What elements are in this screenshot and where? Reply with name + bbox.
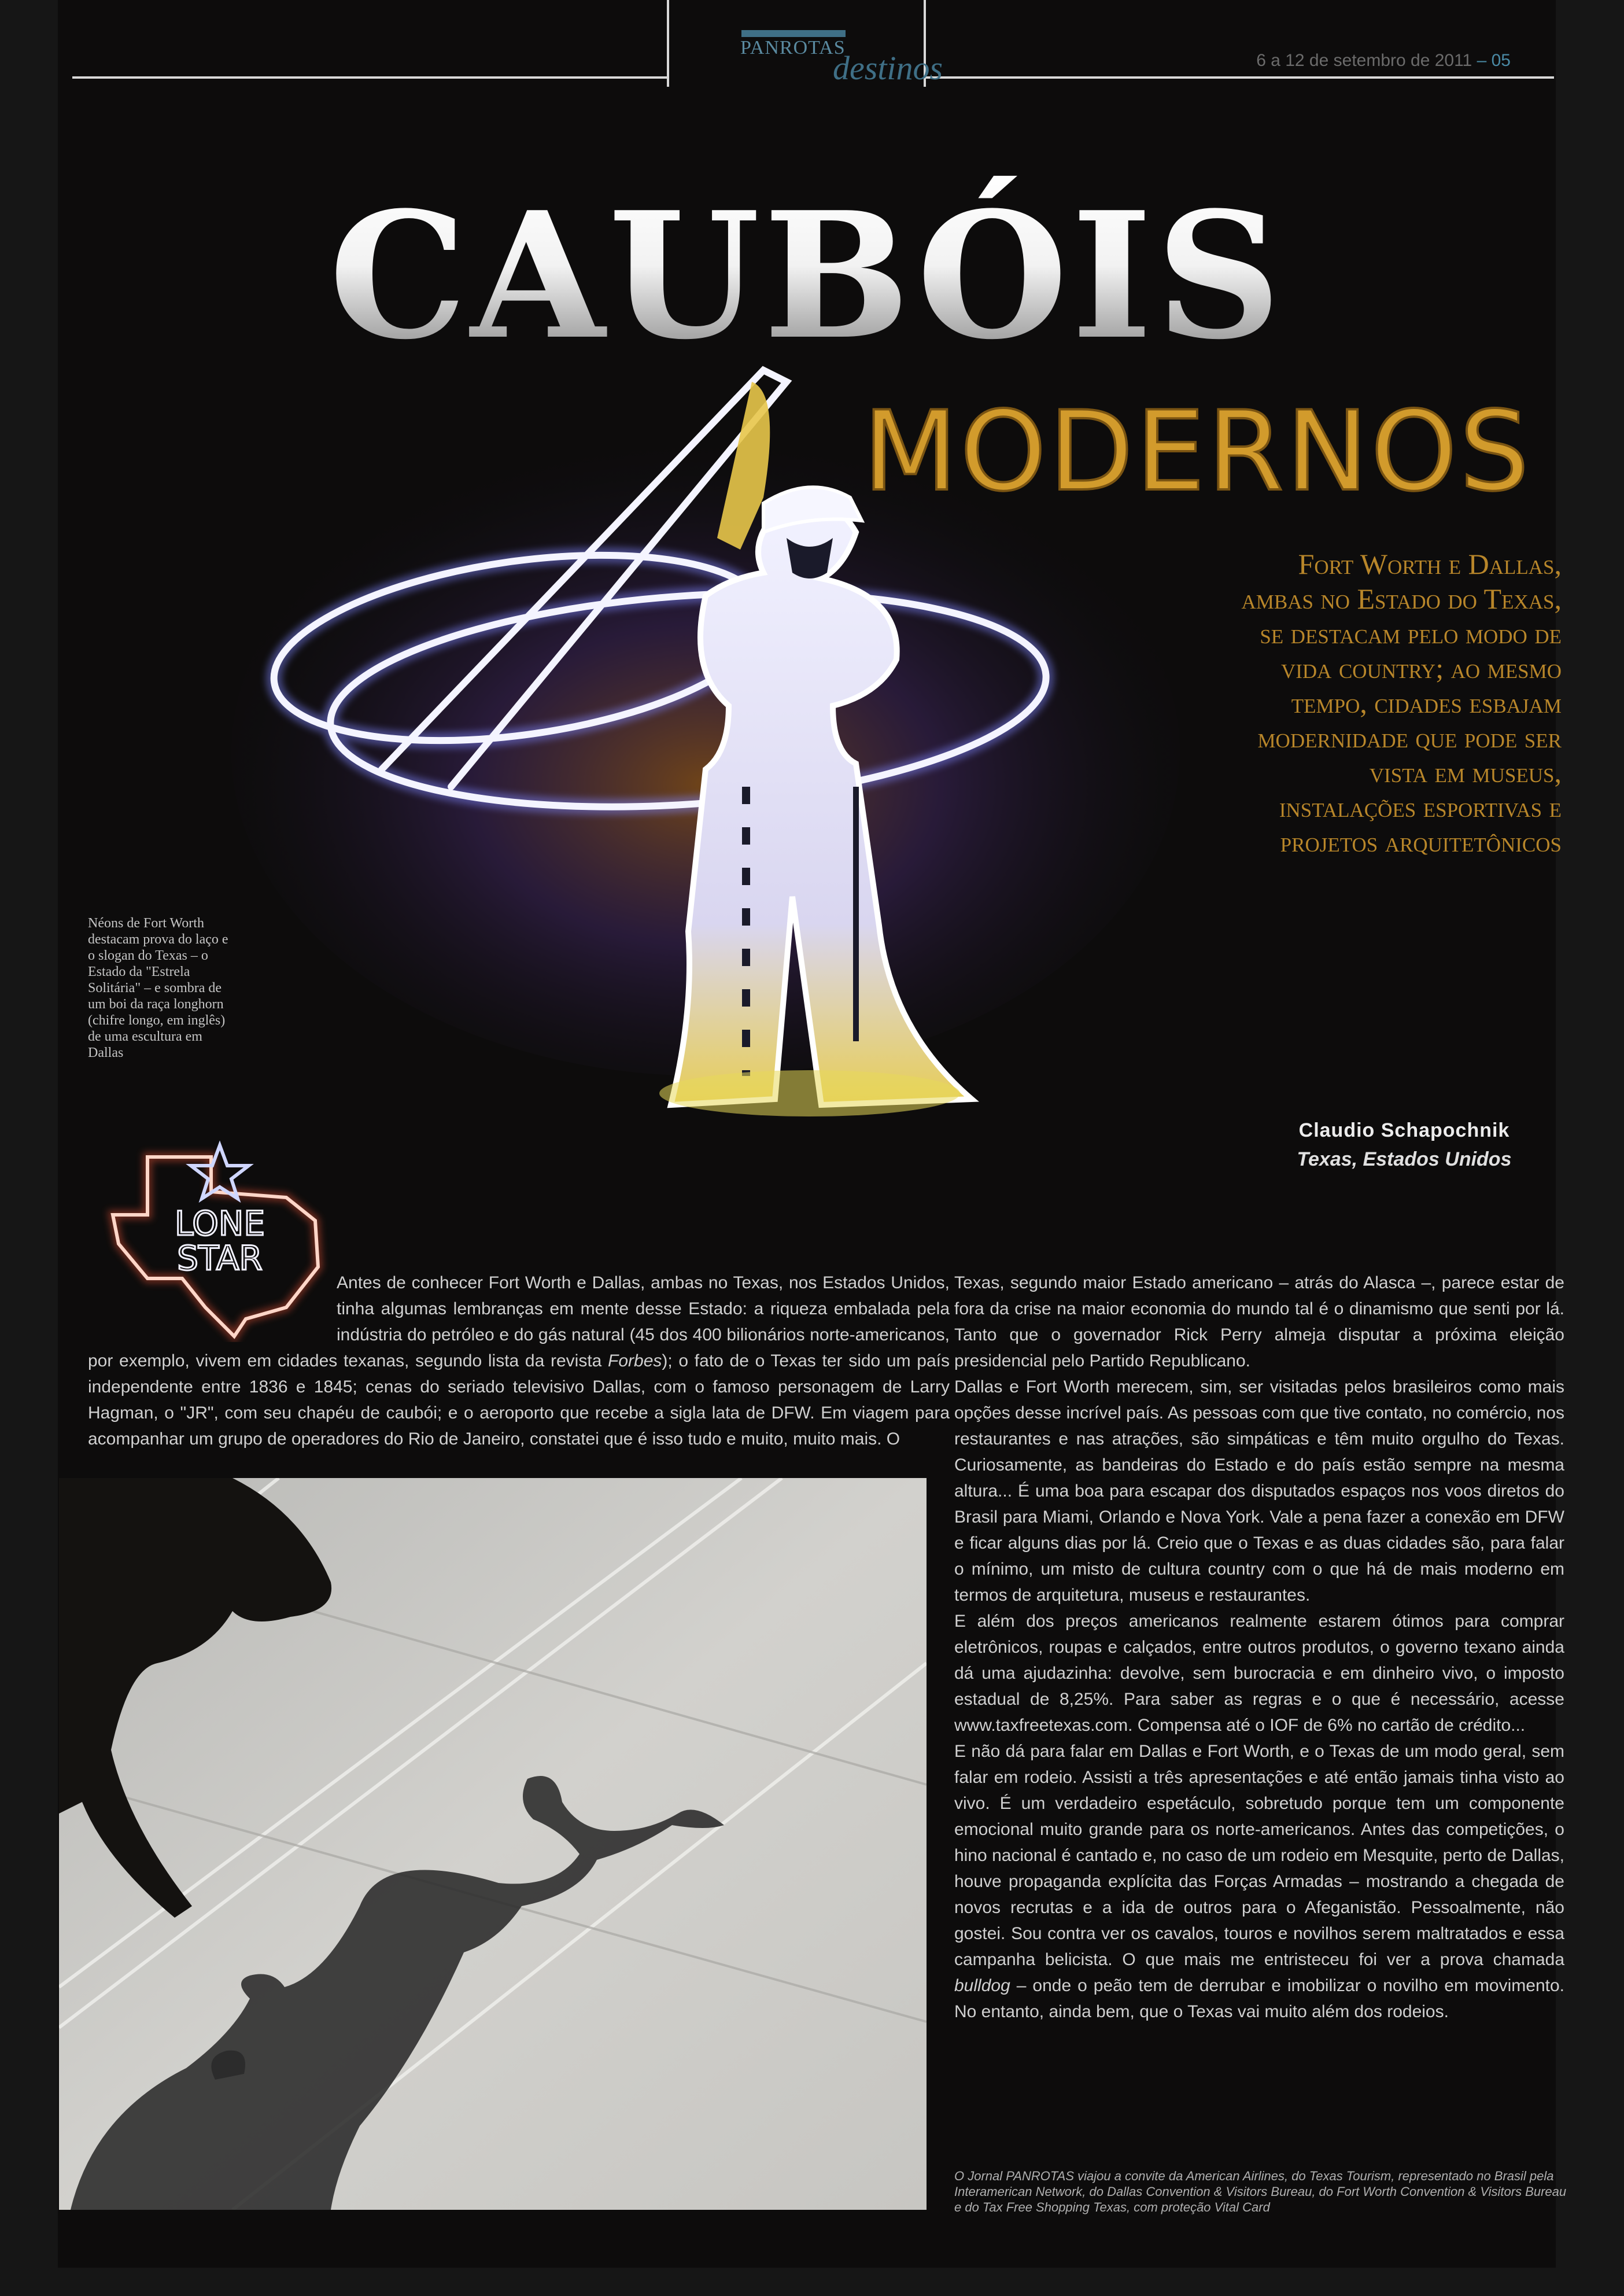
travel-credit: O Jornal PANROTAS viajou a convite da American Airlines, do Texas Tourism, representado no Brasil pela Interamerican Network, do Dallas Convention & Visitors Bureau, do Fort Worth Convention & Visitors Bureau e do Tax Free Shopping Texas, com proteção Vital Card	[954, 2169, 1567, 2214]
issue-date: 6 a 12 de setembro de 2011 – 05	[1256, 51, 1511, 70]
lede-text: Fort Worth e Dallas, ambas no Estado do Texas, se destacam pelo modo de vida country; ao mesmo tempo, cidades esbajam modernidade que pode ser vista em museus, instalações esportivas e projetos arquitetônicos	[1241, 548, 1562, 858]
paragraph-3: E além dos preços americanos realmente estarem ótimos para comprar eletrônicos, roupas e calçados, entre outros produtos, o governo texano ainda dá uma ajudazinha: devolve, sem burocracia e em dinheiro vivo, o imposto estadual de 8,25%. Para saber as regras e o que é necessário, acesse www.taxfreetexas.com. Compensa até o IOF de 6% no cartão de crédito...	[954, 1612, 1564, 1735]
paragraph-2: Dallas e Fort Worth merecem, sim, ser visitadas pelos brasileiros como mais opções desse incrível país. As pessoas com que tive contato, no comércio, nos restaurantes e nas atrações, são simpáticas e têm muito orgulho do Texas. Curiosamente, as bandeiras do Estado e do país estão sempre na mesma altura... É uma boa para escapar dos disputados espaços nos voos diretos do Brasil para Miami, Orlando e Nova York. Vale a pena fazer a conexão em DFW e ficar alguns dias por lá. Creio que o Texas e as duas cidades são, para falar o mínimo, um misto de cultura country com o que há de mais moderno em termos de arquitetura, museus e restaurantes.	[954, 1377, 1564, 1605]
lone-star-line1: LONE	[175, 1204, 265, 1243]
headline-subtitle: MODERNOS	[862, 388, 1532, 515]
author-location: Texas, Estados Unidos	[1297, 1148, 1512, 1170]
paragraph-1: Texas, segundo maior Estado americano – atrás do Alasca –, parece estar de fora da crise na maior economia do mundo tal é o dinamismo que senti por lá. Tanto que o governador Rick Perry almeja disputar a próxima eleição presidencial pelo Partido Republicano.	[954, 1273, 1564, 1370]
page-number: 05	[1491, 51, 1511, 70]
brand-logo: PANROTAS	[740, 37, 846, 58]
intro-float-spacer	[88, 1270, 337, 1348]
intro-paragraph: Antes de conhecer Fort Worth e Dallas, ambas no Texas, nos Estados Unidos, tinha algumas lembranças em mente desse Estado: a riqueza embalada pela indústria do petróleo e do gás natural (45 dos 400 bilionários norte-americanos, por exemplo, vivem em cidades texanas, segundo lista da revista Forbes); o fato de o Texas ter sido um país independente entre 1836 e 1845; cenas do seriado televisivo Dallas, com o famoso personagem de Larry Hagman, o "JR", com seu chapéu de caubói; e o aeroporto que recebe a sigla lata de DFW. Em viagem para acompanhar um grupo de operadores do Rio de Janeiro, constatei que é isso tudo e muito, muito mais. O	[88, 1273, 950, 1449]
brand-bar	[741, 30, 846, 37]
author-name: Claudio Schapochnik	[1298, 1119, 1510, 1141]
article-column-right	[954, 1270, 1564, 2025]
article-intro	[88, 1270, 950, 1452]
header-rule-right	[924, 76, 1554, 79]
lone-star-line2: STAR	[177, 1239, 263, 1278]
newspaper-page	[58, 0, 1567, 2268]
headline: CAUBÓIS	[58, 174, 1556, 378]
photo-caption: Néons de Fort Worth destacam prova do laço e o slogan do Texas – o Estado da "Estrela Solitária" – e sombra de um boi da raça longhorn (chifre longo, em inglês) de uma escultura em Dallas	[88, 916, 228, 1060]
longhorn-shadow-photo	[59, 1478, 927, 2210]
paragraph-4: E não dá para falar em Dallas e Fort Worth, e o Texas de um modo geral, sem falar em rodeio. Assisti a três apresentações e até então jamais tinha visto ao vivo. É um verdadeiro espetáculo, sobretudo porque tem um componente emocional muito grande para os norte-americanos. Antes das competições, o hino nacional é cantado e, no caso de um rodeio em Mesquite, perto de Dallas, houve propaganda explícita das Forças Armadas – mostrando a chegada de novos recrutas e a ida de outros para o Afeganistão. Pessoalmente, não gostei. Sou contra ver os cavalos, touros e novilhos serem maltratados e essa campanha belicista. O que mais me entristeceu foi ver a prova chamada bulldog – onde o peão tem de derrubar e imobilizar o novilho em movimento. No entanto, ainda bem, que o Texas vai muito além dos rodeios.	[954, 1742, 1564, 2021]
issue-date-text: 6 a 12 de setembro de 2011	[1256, 51, 1472, 70]
section-name: destinos	[833, 49, 943, 87]
header-divider-left	[667, 0, 669, 87]
header-rule-left	[72, 76, 668, 79]
